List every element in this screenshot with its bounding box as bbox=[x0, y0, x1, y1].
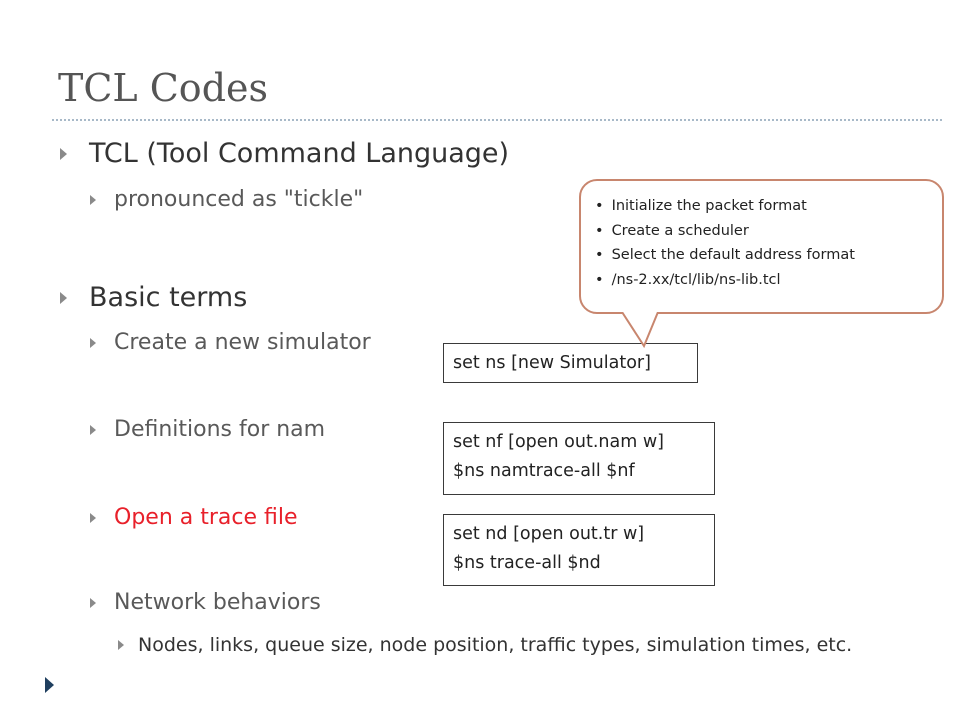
bullet-arrow-icon bbox=[60, 148, 67, 160]
bullet-definitions-nam bbox=[90, 417, 325, 442]
bullet-text: Definitions for nam bbox=[114, 417, 326, 442]
code-line: set ns [new Simulator] bbox=[453, 353, 651, 373]
bullet-arrow-icon bbox=[90, 195, 96, 205]
bullet-text: Network behaviors bbox=[114, 590, 321, 615]
code-line: set nf [open out.nam w] bbox=[453, 432, 664, 452]
bullet-arrow-icon bbox=[60, 292, 67, 304]
bullet-basic-terms bbox=[60, 282, 247, 313]
bullet-network-behaviors bbox=[90, 590, 321, 615]
bullet-arrow-icon bbox=[90, 598, 96, 608]
bullet-text: Basic terms bbox=[89, 282, 248, 313]
callout-item: • Create a scheduler bbox=[595, 219, 942, 244]
bullet-text: pronounced as "tickle" bbox=[114, 187, 364, 212]
bullet-arrow-icon bbox=[90, 338, 96, 348]
callout-item: • Initialize the packet format bbox=[595, 194, 942, 219]
code-box-nam bbox=[443, 422, 715, 495]
bullet-text: TCL (Tool Command Language) bbox=[89, 138, 510, 169]
code-line: $ns namtrace-all $nf bbox=[453, 461, 635, 481]
bullet-tcl bbox=[60, 138, 509, 169]
bullet-text: Nodes, links, queue size, node position, traffic types, simulation times, etc. bbox=[138, 634, 853, 656]
bullet-nodes bbox=[118, 630, 908, 660]
bullet-text: Create a new simulator bbox=[114, 330, 371, 355]
bullet-arrow-icon bbox=[90, 513, 96, 523]
code-line: set nd [open out.tr w] bbox=[453, 524, 645, 544]
bullet-open-trace bbox=[90, 505, 298, 530]
nav-arrow-icon[interactable] bbox=[45, 677, 54, 693]
bullet-arrow-icon bbox=[90, 425, 96, 435]
slide-title: TCL Codes bbox=[58, 66, 269, 110]
bullet-pronounced bbox=[90, 187, 363, 212]
bullet-create-simulator bbox=[90, 330, 371, 355]
code-box-trace bbox=[443, 514, 715, 586]
bullet-arrow-icon bbox=[118, 640, 124, 650]
callout-tail bbox=[620, 312, 680, 348]
callout-item: • Select the default address format bbox=[595, 243, 942, 268]
code-line: $ns trace-all $nd bbox=[453, 553, 601, 573]
callout-bubble bbox=[579, 179, 944, 314]
code-box-simulator bbox=[443, 343, 698, 383]
callout-item: • /ns-2.xx/tcl/lib/ns-lib.tcl bbox=[595, 268, 942, 293]
bullet-text: Open a trace file bbox=[114, 505, 298, 530]
title-divider bbox=[52, 119, 942, 121]
